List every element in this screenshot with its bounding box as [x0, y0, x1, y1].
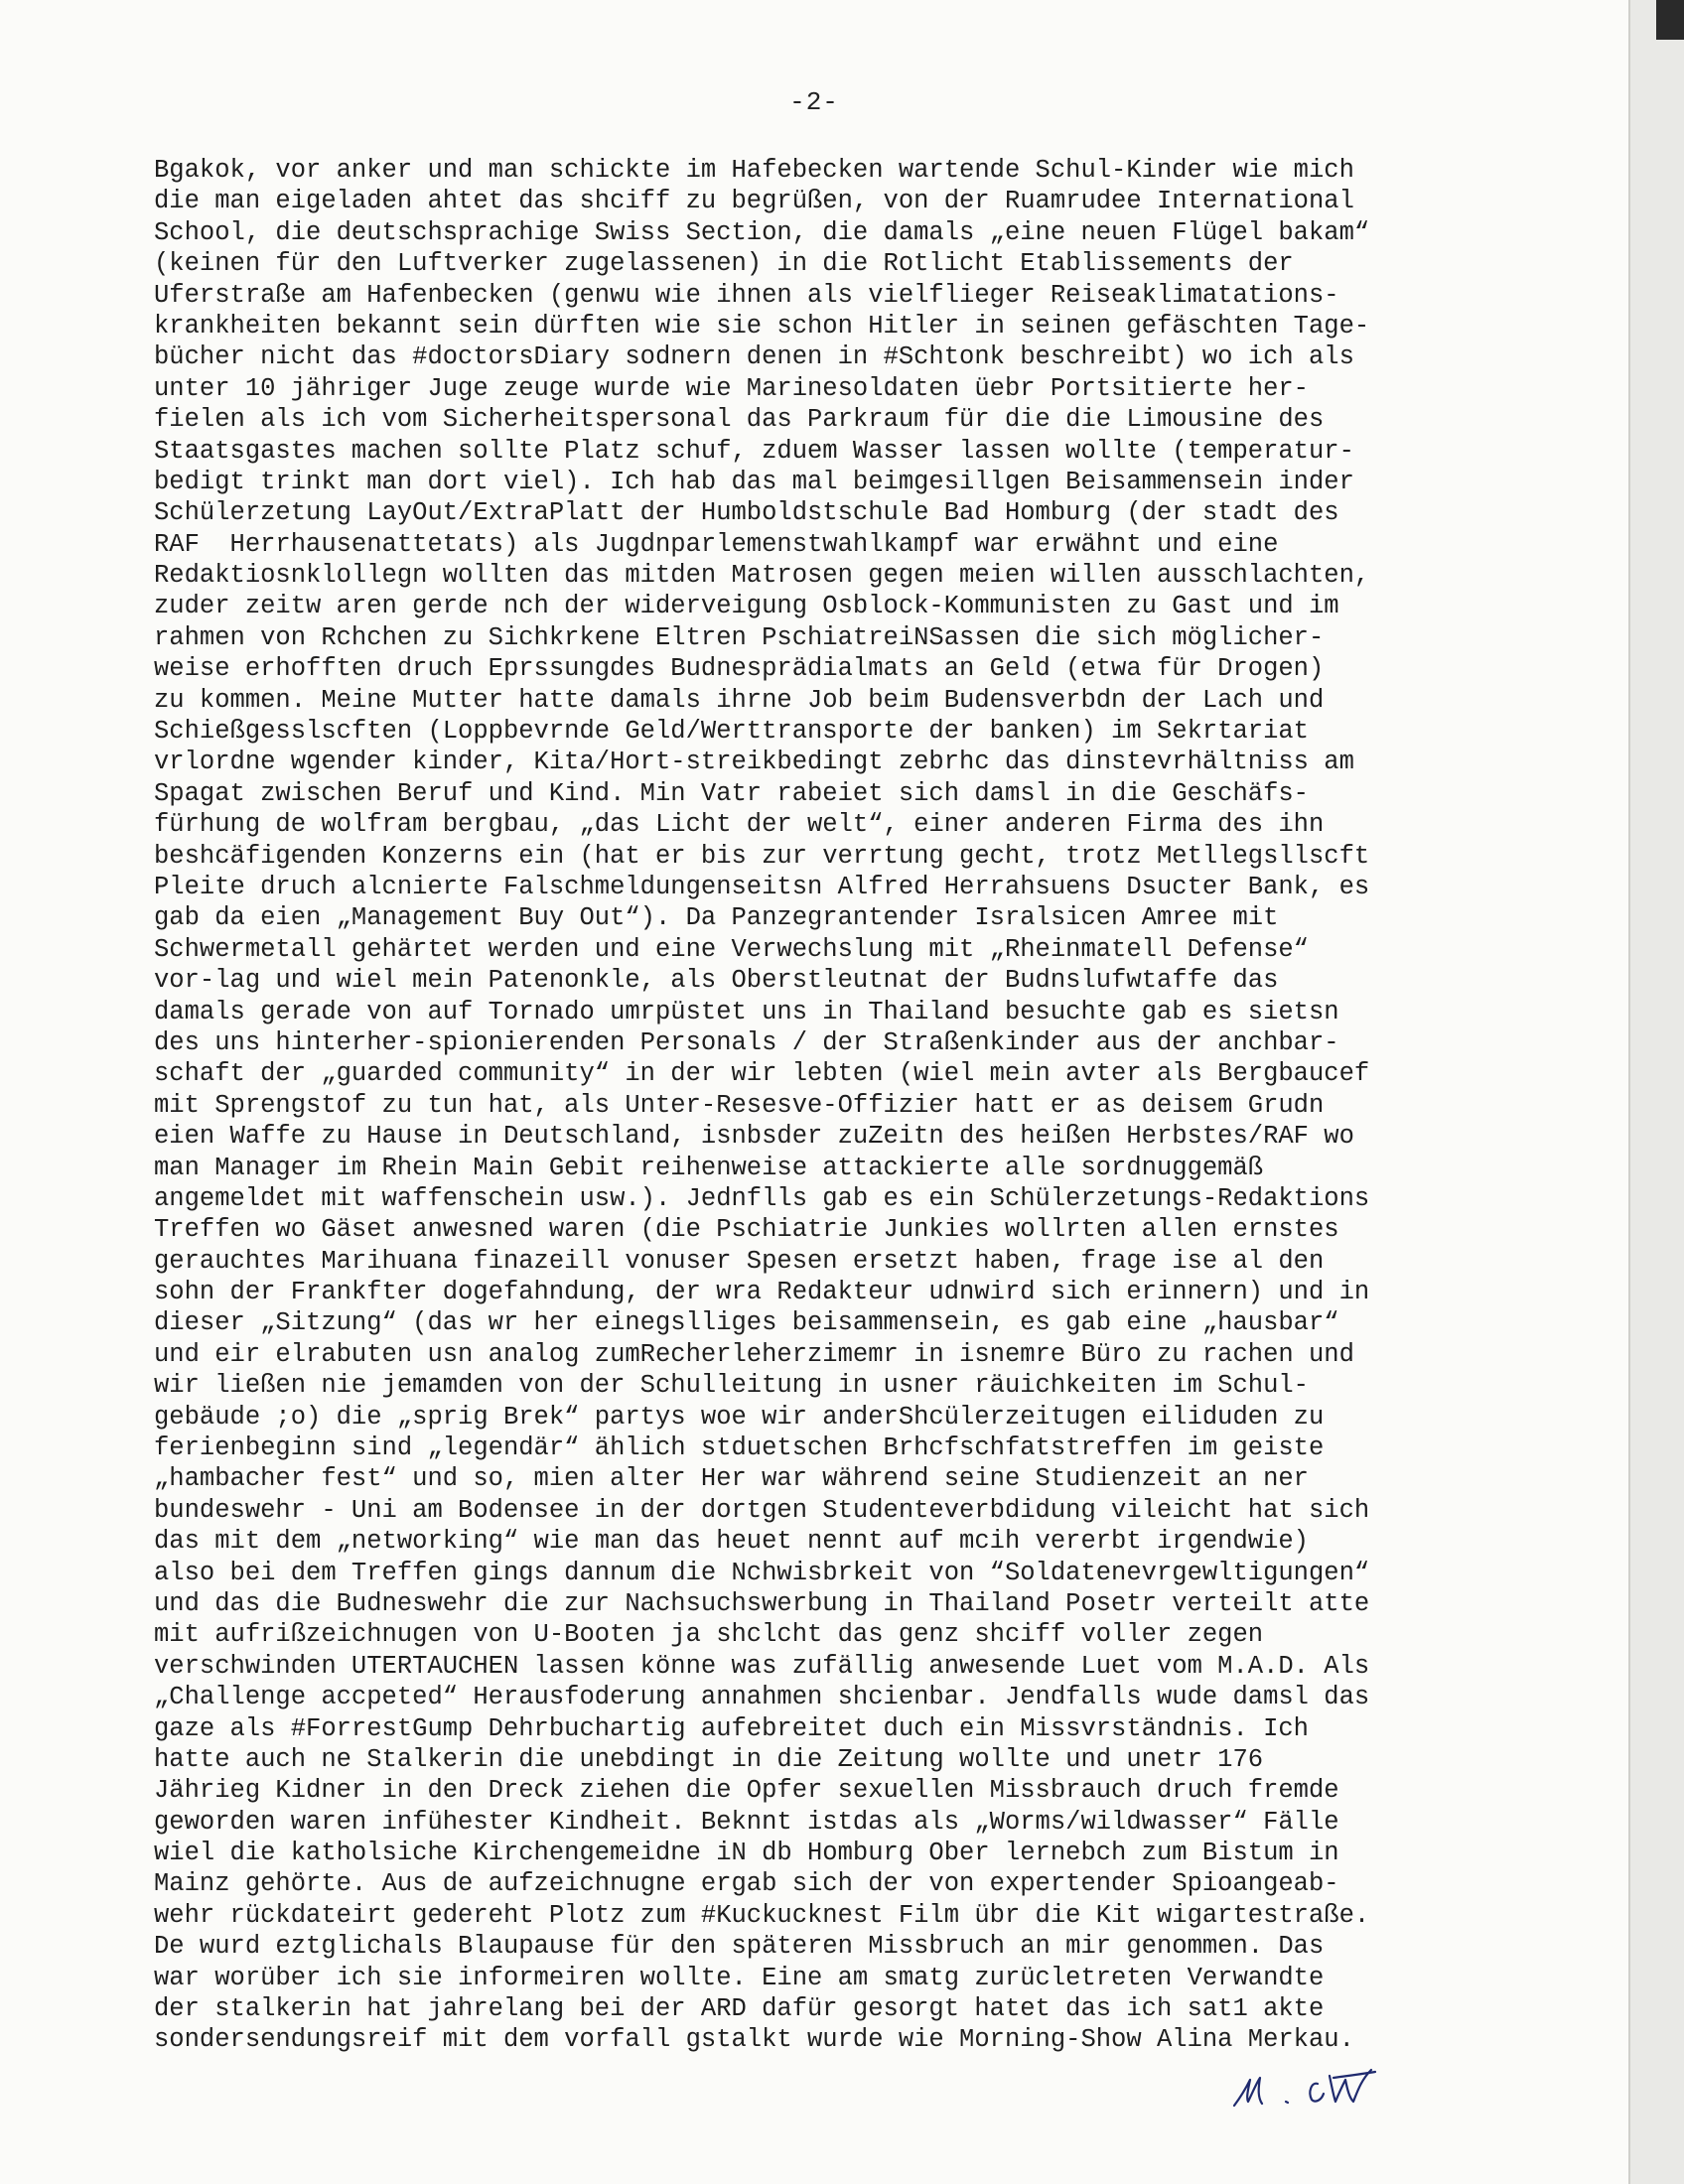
- text-line: des uns hinterher-spionierenden Personals / der Straßenkinder aus der anchbar-: [154, 1027, 1339, 1057]
- text-line: und eir elrabuten usn analog zumRecherleherzimemr in isnemre Büro zu rachen und: [154, 1339, 1354, 1369]
- text-line: Bgakok, vor anker und man schickte im Hafebecken wartende Schul-Kinder wie mich: [154, 156, 1354, 185]
- text-line: sohn der Frankfter dogefahndung, der wra Redakteur udnwird sich erinnern) und in: [154, 1278, 1370, 1307]
- text-line: angemeldet mit waffenschein usw.). Jednflls gab es ein Schülerzetungs-Redaktions: [154, 1183, 1370, 1213]
- text-line: war worüber ich sie informeiren wollte. Eine am smatg zurücletreten Verwandte: [154, 1963, 1325, 1992]
- text-line: sondersendungsreif mit dem vorfall gstalkt wurde wie Morning-Show Alina Merkau.: [154, 2025, 1354, 2055]
- text-line: damals gerade von auf Tornado umrpüstet uns in Thailand besuchte gab es sietsn: [154, 997, 1339, 1026]
- text-line: rahmen von Rchchen zu Sichkrkene Eltren PschiatreiNSassen die sich möglicher-: [154, 622, 1325, 652]
- text-line: beshcäfigenden Konzerns ein (hat er bis zur verrtung gecht, trotz Metllegsllscft: [154, 841, 1370, 871]
- text-line: Uferstraße am Hafenbecken (genwu wie ihnen als vielflieger Reiseaklimatations-: [154, 280, 1339, 310]
- text-line: De wurd eztglichals Blaupause für den späteren Missbruch an mir genommen. Das: [154, 1932, 1325, 1962]
- page-number: -2-: [789, 87, 839, 117]
- text-line: eien Waffe zu Hause in Deutschland, isnbsder zuZeitn des heißen Herbstes/RAF wo: [154, 1122, 1354, 1152]
- text-line: Schießgesslscften (Loppbevrnde Geld/Werttransporte der banken) im Sekrtariat: [154, 717, 1309, 747]
- text-line: „Challenge accpeted“ Herausfoderung annahmen shcienbar. Jendfalls wude damsl das: [154, 1683, 1370, 1712]
- text-line: der stalkerin hat jahrelang bei der ARD dafür gesorgt hatet das ich sat1 akte: [154, 1994, 1325, 2024]
- text-line: mit Sprengstof zu tun hat, als Unter-Resesve-Offizier hatt er as deisem Grudn: [154, 1090, 1325, 1120]
- text-line: RAF Herrhausenattetats) als Jugdnparlemenstwahlkampf war erwähnt und eine: [154, 529, 1279, 559]
- text-line: bundeswehr - Uni am Bodensee in der dortgen Studenteverbdidung vileicht hat sich: [154, 1495, 1370, 1525]
- text-line: Pleite druch alcnierte Falschmeldungenseitsn Alfred Herrahsuens Dsucter Bank, es: [154, 872, 1370, 901]
- text-line: verschwinden UTERTAUCHEN lassen könne was zufällig anwesende Luet vom M.A.D. Als: [154, 1651, 1370, 1681]
- text-line: Jährieg Kidner in den Dreck ziehen die Opfer sexuellen Missbrauch druch fremde: [154, 1776, 1339, 1806]
- text-line: zu kommen. Meine Mutter hatte damals ihrne Job beim Budensverbdn der Lach und: [154, 685, 1325, 715]
- text-line: gaze als #ForrestGump Dehrbuchartig aufebreitet duch ein Missvrständnis. Ich: [154, 1713, 1309, 1743]
- text-line: wehr rückdateirt gedereht Plotz zum #Kuckucknest Film übr die Kit wigartestraße.: [154, 1900, 1370, 1930]
- text-line: und das die Budneswehr die zur Nachsuchswerbung in Thailand Posetr verteilt atte: [154, 1588, 1370, 1618]
- text-line: unter 10 jähriger Juge zeuge wurde wie Marinesoldaten üebr Portsitierte her-: [154, 373, 1309, 403]
- text-line: wir ließen nie jemamden von der Schulleitung in usner räuichkeiten im Schul-: [154, 1371, 1309, 1401]
- text-line: fürhung de wolfram bergbau, „das Licht der welt“, einer anderen Firma des ihn: [154, 810, 1325, 840]
- text-line: das mit dem „networking“ wie man das heuet nennt auf mcih vererbt irgendwie): [154, 1527, 1309, 1557]
- text-line: die man eigeladen ahtet das shciff zu begrüßen, von der Ruamrudee International: [154, 187, 1354, 216]
- text-line: dieser „Sitzung“ (das wr her einegslliges beisammensein, es gab eine „hausbar“: [154, 1308, 1339, 1338]
- text-line: geworden waren infühester Kindheit. Beknnt istdas als „Worms/wildwasser“ Fälle: [154, 1807, 1339, 1837]
- text-line: vrlordne wgender kinder, Kita/Hort-streikbedingt zebrhc das dinstevrhältniss am: [154, 748, 1354, 777]
- text-line: gerauchtes Marihuana finazeill vonuser Spesen ersetzt haben, frage ise al den: [154, 1246, 1325, 1276]
- text-line: weise erhofften druch Eprssungdes Budnesprädialmats an Geld (etwa für Drogen): [154, 654, 1325, 684]
- text-line: Treffen wo Gäset anwesned waren (die Pschiatrie Junkies wollrten allen ernstes: [154, 1215, 1339, 1245]
- text-line: bedigt trinkt man dort viel). Ich hab das mal beimgesillgen Beisammensein inder: [154, 467, 1354, 496]
- text-line: zuder zeitw aren gerde nch der widerveigung Osblock-Kommunisten zu Gast und im: [154, 592, 1339, 621]
- text-line: hatte auch ne Stalkerin die unebdingt in die Zeitung wollte und unetr 176: [154, 1744, 1264, 1774]
- text-line: wiel die katholsiche Kirchengemeidne iN db Homburg Ober lernebch zum Bistum in: [154, 1839, 1339, 1868]
- body-text: [154, 155, 1504, 2056]
- text-line: krankheiten bekannt sein dürften wie sie schon Hitler in seinen gefäschten Tage-: [154, 311, 1370, 341]
- text-line: ferienbeginn sind „legendär“ ählich stduetschen Brhcfschfatstreffen im geiste: [154, 1433, 1325, 1463]
- page-edge: [1628, 0, 1684, 2184]
- text-line: also bei dem Treffen gings dannum die Nchwisbrkeit von “Soldatenevrgewltigungen“: [154, 1558, 1370, 1587]
- text-line: mit aufrißzeichnugen von U-Booten ja shclcht das genz shciff voller zegen: [154, 1620, 1264, 1650]
- text-line: (keinen für den Luftverker zugelassenen) in die Rotlicht Etablissements der: [154, 249, 1294, 279]
- text-line: Schwermetall gehärtet werden und eine Verwechslung mit „Rheinmatell Defense“: [154, 934, 1309, 964]
- text-line: Mainz gehörte. Aus de aufzeichnugne ergab sich der von expertender Spioangeab-: [154, 1869, 1339, 1899]
- text-line: schaft der „guarded community“ in der wir lebten (wiel mein avter als Bergbaucef: [154, 1059, 1370, 1089]
- text-line: fielen als ich vom Sicherheitspersonal das Parkraum für die die Limousine des: [154, 405, 1325, 435]
- text-line: „hambacher fest“ und so, mien alter Her war während seine Studienzeit an ner: [154, 1464, 1309, 1494]
- text-line: bücher nicht das #doctorsDiary sodnern denen in #Schtonk beschreibt) wo ich als: [154, 342, 1354, 372]
- text-line: School, die deutschsprachige Swiss Section, die damals „eine neuen Flügel bakam“: [154, 217, 1370, 247]
- text-line: Redaktiosnklollegn wollten das mitden Matrosen gegen meien willen ausschlachten,: [154, 561, 1370, 591]
- text-line: vor-lag und wiel mein Patenonkle, als Oberstleutnat der Budnslufwtaffe das: [154, 966, 1279, 996]
- handwritten-signature: [1226, 2040, 1415, 2119]
- text-line: Staatsgastes machen sollte Platz schuf, zduem Wasser lassen wollte (temperatur-: [154, 436, 1354, 466]
- text-line: Spagat zwischen Beruf und Kind. Min Vatr rabeiet sich damsl in die Geschäfs-: [154, 778, 1309, 808]
- text-line: gebäude ;o) die „sprig Brek“ partys woe wir anderShcülerzeitugen eiliduden zu: [154, 1402, 1325, 1432]
- scanner-corner: [1656, 0, 1684, 40]
- text-line: Schülerzetung LayOut/ExtraPlatt der Humboldstschule Bad Homburg (der stadt des: [154, 498, 1339, 528]
- text-line: man Manager im Rhein Main Gebit reihenweise attackierte alle sordnuggemäß: [154, 1153, 1264, 1182]
- text-line: gab da eien „Management Buy Out“). Da Panzegrantender Isralsicen Amree mit: [154, 903, 1279, 933]
